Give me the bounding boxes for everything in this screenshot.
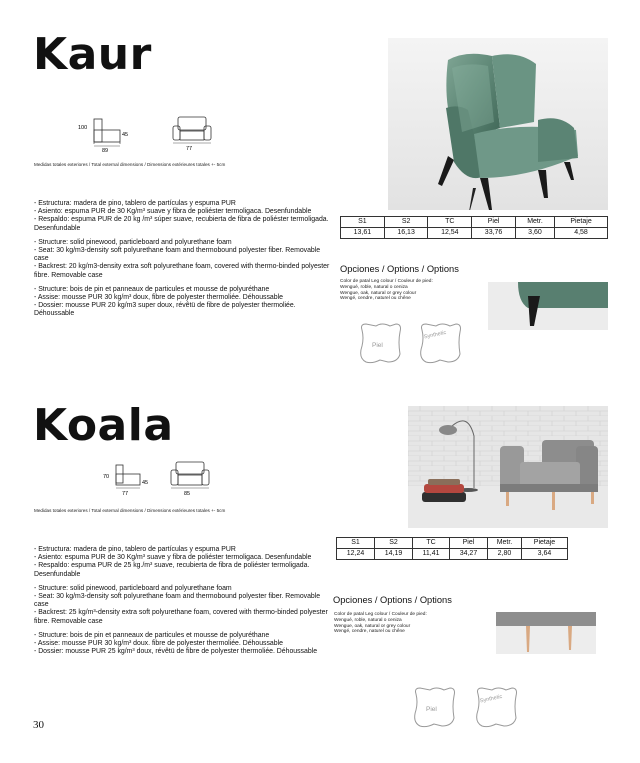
options-line: Wengue, oak, natural or grey colour	[334, 623, 411, 629]
desc-line: - Respaldo: espuma PUR de 25 kg./m³ suave, recubierta de fibra de poliéster termoligada. Desenfundable	[34, 562, 310, 578]
spec-table-koala	[336, 537, 568, 560]
spec-header: Pietaje	[555, 217, 608, 228]
material-badges-kaur	[356, 320, 468, 368]
spec-table-kaur	[340, 216, 608, 239]
badge-label: Piel	[426, 706, 437, 713]
desc-line: - Assise: mousse PUR 30 kg/m³ doux, fibre de polyester thermoliée. Déhoussable	[34, 294, 283, 302]
options-text-koala	[334, 612, 427, 635]
spec-value: 13,61	[341, 228, 385, 239]
options-line: Wengé, cendre, naturel ou chêne	[334, 629, 405, 635]
side-view-diagram	[94, 119, 120, 146]
spec-header: TC	[413, 538, 450, 549]
spec-value: 2,80	[487, 549, 521, 560]
dimension-diagram-kaur	[70, 114, 230, 156]
desc-line: - Seat: 30 kg/m3-density soft polyurethane foam and thermobound polyester fiber. Removable case	[34, 593, 321, 609]
desc-line: - Structure: solid pinewood, particleboard and polyurethane foam	[34, 584, 232, 592]
options-line: Wengue, oak, natural or grey colour	[340, 290, 417, 296]
product-title-kaur: Kaur	[33, 29, 152, 80]
dim-height: 70	[103, 474, 110, 480]
spec-value: 34,27	[449, 549, 487, 560]
synthetic-badge-icon	[421, 324, 461, 363]
spec-value: 12,24	[337, 549, 375, 560]
spec-header: Piel	[449, 538, 487, 549]
options-title-kaur: Opciones / Options / Options	[340, 264, 459, 274]
desc-line: - Asiento: espuma PUR de 30 Kg/m³ suave y fibra de poliéster termoligaca. Desenfundable	[34, 554, 312, 562]
product-description-koala	[34, 546, 334, 656]
options-line: Color de patal Leg colour / Couleur de pied:	[340, 279, 433, 284]
material-badges-koala	[410, 684, 520, 732]
product-title-koala: Koala	[33, 400, 174, 451]
dim-arm-height: 45	[122, 132, 129, 138]
spec-header: S1	[341, 217, 385, 228]
leather-badge-icon	[361, 324, 401, 363]
spec-value: 3,64	[521, 549, 567, 560]
options-text-kaur	[340, 279, 433, 302]
desc-line: - Dossier: mousse PUR 20 kg/m3 super doux, révêtü de fibre de polyester thermoliée. Déhoussable	[34, 302, 296, 318]
spec-header: Piel	[472, 217, 516, 228]
spec-header: TC	[428, 217, 472, 228]
spec-value: 11,41	[413, 549, 450, 560]
spec-header: Metr.	[487, 538, 521, 549]
spec-header: Metr.	[515, 217, 554, 228]
desc-line: - Structure: bois de pin et panneaux de particules et mousse de polyuréthane	[34, 631, 270, 639]
badge-label: Synthetic	[479, 693, 503, 705]
options-line: Color de patal Leg colour / Couleur de pied:	[334, 612, 427, 617]
synthetic-badge-icon	[477, 688, 517, 727]
leather-badge-icon	[415, 688, 455, 727]
dim-height: 100	[78, 125, 88, 131]
desc-line: - Structure: bois de pin et panneaux de particules et mousse de polyuréthane	[34, 285, 270, 293]
product-description-kaur	[34, 200, 334, 319]
spec-value: 12,54	[428, 228, 472, 239]
spec-header: Pietaje	[521, 538, 567, 549]
spec-value: 16,13	[384, 228, 428, 239]
dim-width: 85	[184, 491, 191, 497]
spec-value: 3,60	[515, 228, 554, 239]
dim-width: 77	[186, 146, 193, 152]
desc-line: - Assise: mousse PUR 30 kg/m³ doux. fibre de polyester thermoliée. Déhoussable	[34, 640, 283, 648]
dim-depth: 89	[102, 148, 109, 154]
front-view-diagram	[173, 117, 211, 143]
side-view-diagram	[116, 465, 140, 488]
desc-line: - Estructura: madera de pino, tablero de partículas y espuma PUR	[34, 546, 236, 553]
dim-depth: 77	[122, 491, 129, 497]
spec-header: S2	[375, 538, 413, 549]
leg-detail-photo-kaur	[488, 282, 608, 330]
options-line: Wengé, cendre, naturel ou chêne	[340, 296, 411, 302]
leg-detail-photo-koala	[496, 612, 596, 654]
spec-header: S2	[384, 217, 428, 228]
options-line: Wengué, roble, natural o ceniza	[340, 284, 408, 290]
dimensions-note: Medidas totales exteriores / Total external dimensions / Dimensions extérieures totales +- 5cm	[34, 162, 226, 167]
desc-line: - Backrest: 20 kg/m3-density extra soft polyurethane foam, covered with thermo-binded polyester fibre. Removable case	[34, 263, 330, 279]
page-number: 30	[33, 719, 44, 731]
options-line: Wengué, roble, natural o ceniza	[334, 617, 402, 623]
dimension-diagram-koala	[100, 460, 230, 502]
desc-line: - Dossier: mousse PUR 25 kg/m³ doux, révêtü de fibre de polyester thermoliée. Déhoussable	[34, 648, 318, 656]
spec-header: S1	[337, 538, 375, 549]
spec-value: 4,58	[555, 228, 608, 239]
spec-value: 33,76	[472, 228, 516, 239]
desc-line: - Asiento: espuma PUR de 30 Kg/m³ suave y fibra de poliéster termoligaca. Desenfundable	[34, 208, 312, 216]
desc-line: - Respaldo: espuma PUR de 20 kg /m³ súper suave, recubierta de fibra de poliéster termoligada. Desenfundable	[34, 216, 329, 232]
desc-line: - Structure: solid pinewood, particleboard and polyurethane foam	[34, 238, 232, 246]
front-view-diagram	[171, 462, 209, 488]
desc-line: - Estructura: madera de pino, tablero de partículas y espuma PUR	[34, 200, 236, 207]
dimensions-note: Medidas totales exteriores / Total external dimensions / Dimensions extérieures totales +- 5cm	[34, 508, 226, 513]
desc-line: - Backrest: 25 kg/m³-density extra soft polyurethane foam, covered with thermo-binded polyester fibre. Removable case	[34, 609, 328, 625]
product-photo-kaur	[388, 38, 608, 210]
options-title-koala: Opciones / Options / Options	[333, 595, 452, 605]
spec-value: 14,19	[375, 549, 413, 560]
desc-line: - Seat: 30 kg/m3-density soft polyurethane foam and thermobound polyester fiber. Removable case	[34, 247, 321, 263]
badge-label: Piel	[372, 342, 383, 349]
badge-label: Synthetic	[423, 329, 447, 341]
product-photo-koala	[408, 406, 608, 528]
dim-arm-height: 45	[142, 480, 149, 486]
